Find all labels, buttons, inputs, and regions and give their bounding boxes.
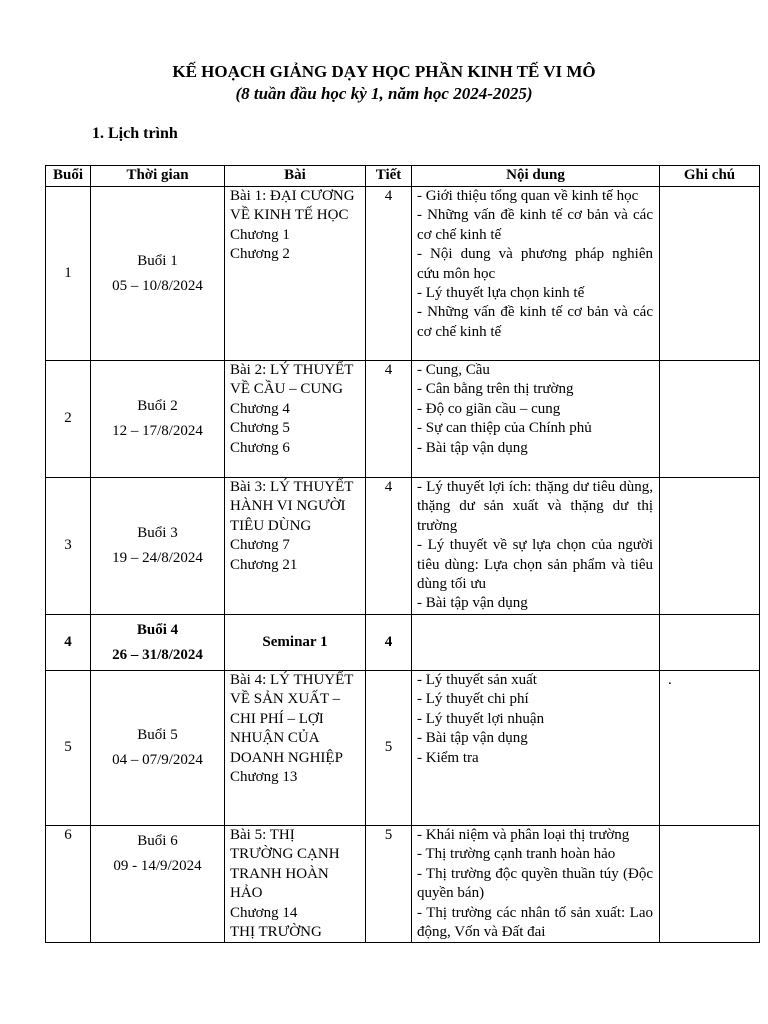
cell-time [91,671,225,826]
lesson-line: Chương 2 [230,246,290,263]
cell-buoi: 4 [46,615,91,671]
table-header-row [46,166,760,187]
cell-ghi-chu [660,826,760,943]
cell-bai [225,671,366,826]
lesson-line: Bài 3: LÝ THUYẾT HÀNH VI NGƯỜI TIÊU DÙNG [230,479,354,534]
content-line: - Sự can thiệp của Chính phủ [417,420,592,437]
cell-time [91,361,225,478]
cell-tiet: 5 [366,826,412,943]
content-line: - Lý thuyết sản xuất [417,672,537,688]
header-bai: Bài [225,166,366,187]
content-line: - Những vấn đề kinh tế cơ bản và các cơ chế kinh tế [417,304,653,340]
lesson-line: Bài 2: LÝ THUYẾT VỀ CẦU – CUNG [230,362,354,398]
cell-noi-dung [412,478,660,615]
session-label: Buổi 4 [136,621,179,638]
cell-time [91,478,225,615]
content-line: - Lý thuyết lợi ích: thặng dư tiêu dùng, thặng dư sản xuất và thặng dư thị trường [417,479,653,534]
lesson-line: Chương 1 [230,226,290,243]
lesson-line: Bài 5: THỊ TRƯỜNG CẠNH TRANH HOÀN HẢO [230,827,340,902]
session-dates: 05 – 10/8/2024 [112,277,203,294]
content-line: - Bài tập vận dụng [417,439,528,456]
header-thoi-gian: Thời gian [91,166,225,187]
content-line: - Thị trường cạnh tranh hoàn hảo [417,846,616,863]
table-row [46,478,760,615]
table-row [46,615,760,671]
cell-buoi: 1 [46,187,91,361]
cell-tiet: 4 [366,187,412,361]
cell-tiet: 4 [366,361,412,478]
session-dates: 04 – 07/9/2024 [112,752,203,768]
session-dates: 12 – 17/8/2024 [112,423,203,439]
session-label: Buổi 5 [137,727,178,743]
header-noi-dung: Nội dung [412,166,660,187]
content-line: - Bài tập vận dụng [417,595,528,612]
cell-bai: Seminar 1 [225,615,366,671]
content-line: - Thị trường độc quyền thuần túy (Độc quyền bán) [417,865,653,902]
content-line: - Thị trường các nhân tố sản xuất: Lao động, Vốn và Đất đai [417,904,653,941]
header-buoi: Buổi [46,166,91,187]
header-tiet: Tiết [366,166,412,187]
content-line: - Khái niệm và phân loại thị trường [417,827,630,843]
cell-buoi: 2 [46,361,91,478]
content-line: - Lý thuyết về sự lựa chọn của người tiêu dùng: Lựa chọn sản phẩm và tiêu dùng tối ưu [417,537,653,593]
content-line: - Bài tập vận dụng [417,730,528,747]
content-line: - Cung, Cầu [417,362,490,378]
section-heading: 1. Lịch trình [92,125,178,142]
content-line: - Những vấn đề kinh tế cơ bản và các cơ chế kinh tế [417,207,653,243]
document-subtitle: (8 tuần đầu học kỳ 1, năm học 2024-2025) [235,84,533,103]
cell-noi-dung [412,361,660,478]
lesson-line: Chương 7 [230,537,290,554]
session-dates: 09 - 14/9/2024 [113,858,202,874]
table-row [46,187,760,361]
document-title: KẾ HOẠCH GIẢNG DẠY HỌC PHẦN KINH TẾ VI MÔ [172,62,596,81]
lesson-line: Chương 5 [230,420,290,437]
cell-time [91,826,225,943]
table-row [46,671,760,826]
cell-ghi-chu [660,478,760,615]
cell-bai [225,826,366,943]
lesson-line: THỊ TRƯỜNG [230,924,322,941]
cell-buoi: 3 [46,478,91,615]
content-line: - Độ co giãn cầu – cung [417,400,561,417]
lesson-line: Chương 6 [230,439,290,456]
lesson-line: Chương 14 [230,904,298,921]
lesson-line: Chương 21 [230,556,298,573]
cell-tiet: 5 [366,671,412,826]
content-line: - Nội dung và phương pháp nghiên cứu môn học [417,246,653,282]
cell-buoi: 5 [46,671,91,826]
content-line: - Kiểm tra [417,749,479,766]
cell-buoi: 6 [46,826,91,943]
session-label: Buổi 2 [137,398,178,414]
lesson-line: Bài 4: LÝ THUYẾT VỀ SẢN XUẤT – CHI PHÍ – LỢI NHUẬN CỦA DOANH NGHIỆP Chương 13 [230,672,354,786]
cell-noi-dung [412,671,660,826]
header-ghi-chu: Ghi chú [660,166,760,187]
cell-ghi-chu [660,615,760,671]
table-row [46,361,760,478]
schedule-table [45,165,760,943]
cell-ghi-chu: . [660,671,760,826]
content-line: - Cân bằng trên thị trường [417,381,574,398]
cell-bai [225,187,366,361]
cell-ghi-chu [660,187,760,361]
cell-time [91,615,225,671]
cell-noi-dung [412,615,660,671]
cell-bai [225,478,366,615]
content-line: - Giới thiệu tổng quan về kinh tế học [417,188,639,204]
content-line: - Lý thuyết lựa chọn kinh tế [417,285,585,302]
session-label: Buổi 1 [137,252,178,269]
cell-tiet: 4 [366,478,412,615]
session-dates: 19 – 24/8/2024 [112,550,203,566]
content-line: - Lý thuyết lợi nhuận [417,710,545,727]
lesson-line: Bài 1: ĐẠI CƯƠNG VỀ KINH TẾ HỌC [230,188,355,224]
table-row [46,826,760,943]
cell-bai [225,361,366,478]
session-label: Buổi 6 [137,833,178,849]
cell-noi-dung [412,187,660,361]
lesson-line: Chương 4 [230,400,290,417]
session-label: Buổi 3 [137,525,178,541]
cell-time [91,187,225,361]
content-line: - Lý thuyết chi phí [417,691,529,708]
cell-ghi-chu [660,361,760,478]
session-dates: 26 – 31/8/2024 [112,646,203,663]
cell-noi-dung [412,826,660,943]
cell-tiet: 4 [366,615,412,671]
